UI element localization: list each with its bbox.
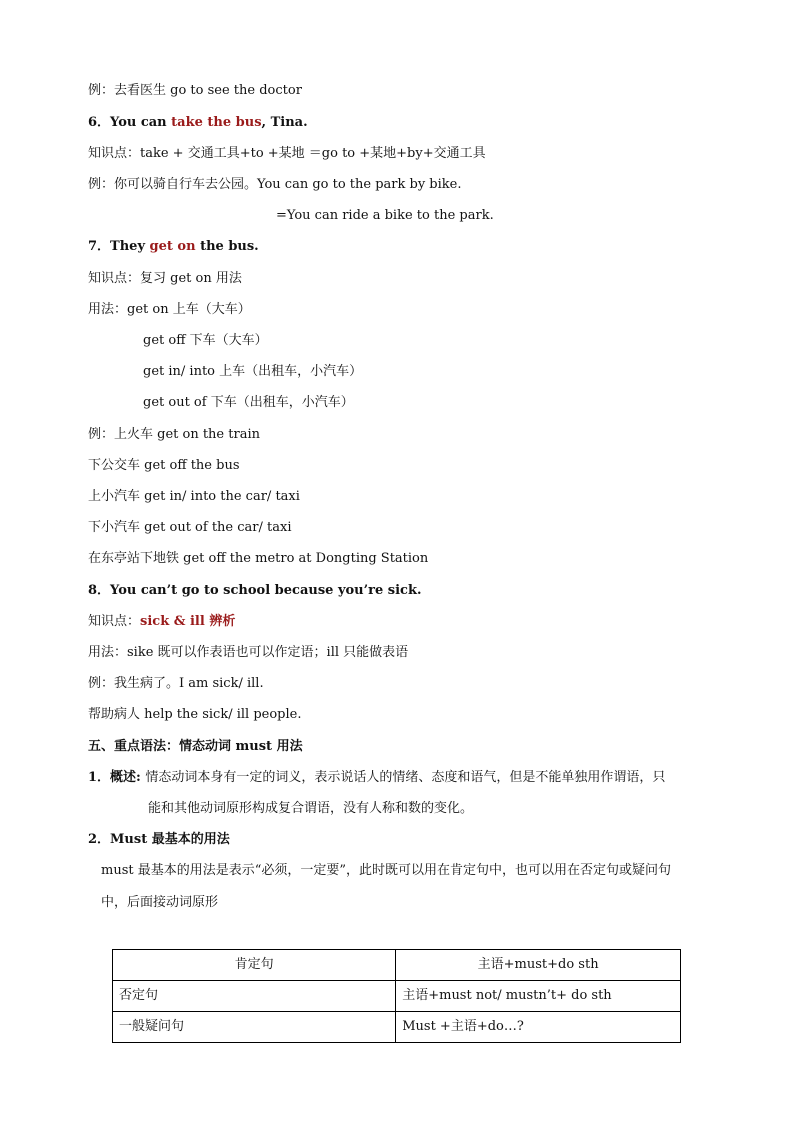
usage-sick-ill: 用法：sike 既可以作表语也可以作定语；ill 只能做表语 xyxy=(88,645,409,660)
heading-6-part-c: , Tina. xyxy=(261,115,308,130)
heading-6-part-a: 6．You can xyxy=(88,115,172,130)
overview-text: 情态动词本身有一定的词义，表示说话人的情绪、态度和语气，但是不能单独用作谓语，只 xyxy=(145,770,666,785)
knowledge-sick-ill xyxy=(88,613,235,631)
example-bus: 下公交车 get off the bus xyxy=(88,458,240,473)
table-cell: 肯定句 xyxy=(113,950,396,981)
knowledge-label: 知识点： xyxy=(88,614,141,629)
knowledge-get-on: 知识点：复习 get on 用法 xyxy=(88,271,242,286)
table-cell: 一般疑问句 xyxy=(113,1012,396,1043)
example-i-am-sick: 例：我生病了。I am sick/ ill. xyxy=(88,676,264,691)
table-cell: Must +主语+do…? xyxy=(396,1012,681,1043)
overview-line-1 xyxy=(88,769,665,787)
overview-line-2: 能和其他动词原形构成复合谓语，没有人称和数的变化。 xyxy=(148,801,474,816)
usage-get-on: 用法：get on 上车（大车） xyxy=(88,302,251,317)
table-cell: 否定句 xyxy=(113,981,396,1012)
example-car-in: 上小汽车 get in/ into the car/ taxi xyxy=(88,489,300,504)
example-bike-park: 例：你可以骑自行车去公园。You can go to the park by bike. xyxy=(88,177,462,192)
example-metro: 在东亭站下地铁 get off the metro at Dongting Station xyxy=(88,551,429,566)
knowledge-sick-ill-highlight: sick & ill 辨析 xyxy=(140,614,236,629)
must-basic-heading: 2．Must 最基本的用法 xyxy=(88,832,230,847)
table-cell: 主语+must+do sth xyxy=(396,950,681,981)
table-row xyxy=(113,981,681,1012)
example-help-sick: 帮助病人 help the sick/ ill people. xyxy=(88,707,302,722)
usage-get-out-of: get out of 下车（出租车，小汽车） xyxy=(143,395,354,410)
heading-7-highlight: get on xyxy=(149,239,196,254)
overview-label: 1．概述: xyxy=(88,770,146,785)
example-train: 例：上火车 get on the train xyxy=(88,427,260,442)
table-cell: 主语+must not/ mustn’t+ do sth xyxy=(396,981,681,1012)
heading-item-7 xyxy=(88,238,259,256)
section-five-heading: 五、重点语法：情态动词 must 用法 xyxy=(88,739,303,754)
heading-7-part-a: 7．They xyxy=(88,239,150,254)
table-row xyxy=(113,950,681,981)
heading-item-6 xyxy=(88,114,308,132)
heading-7-part-c: the bus. xyxy=(195,239,259,254)
usage-get-off: get off 下车（大车） xyxy=(143,333,268,348)
heading-6-highlight: take the bus xyxy=(171,115,262,130)
example-see-doctor: 例：去看医生 go to see the doctor xyxy=(88,83,302,98)
must-basic-line-1: must 最基本的用法是表示“必须，一定要”，此时既可以用在肯定句中，也可以用在否定句或疑问句 xyxy=(101,863,672,878)
example-ride-bike: =You can ride a bike to the park. xyxy=(276,208,494,223)
must-usage-table xyxy=(112,949,681,1043)
usage-get-in: get in/ into 上车（出租车，小汽车） xyxy=(143,364,363,379)
table-row xyxy=(113,1012,681,1043)
must-basic-line-2: 中，后面接动词原形 xyxy=(101,895,219,910)
heading-item-8: 8．You can’t go to school because you’re sick. xyxy=(88,583,422,598)
knowledge-take-transport: 知识点：take + 交通工具+to +某地 ＝go to +某地+by+交通工具 xyxy=(88,146,486,161)
example-car-out: 下小汽车 get out of the car/ taxi xyxy=(88,520,292,535)
